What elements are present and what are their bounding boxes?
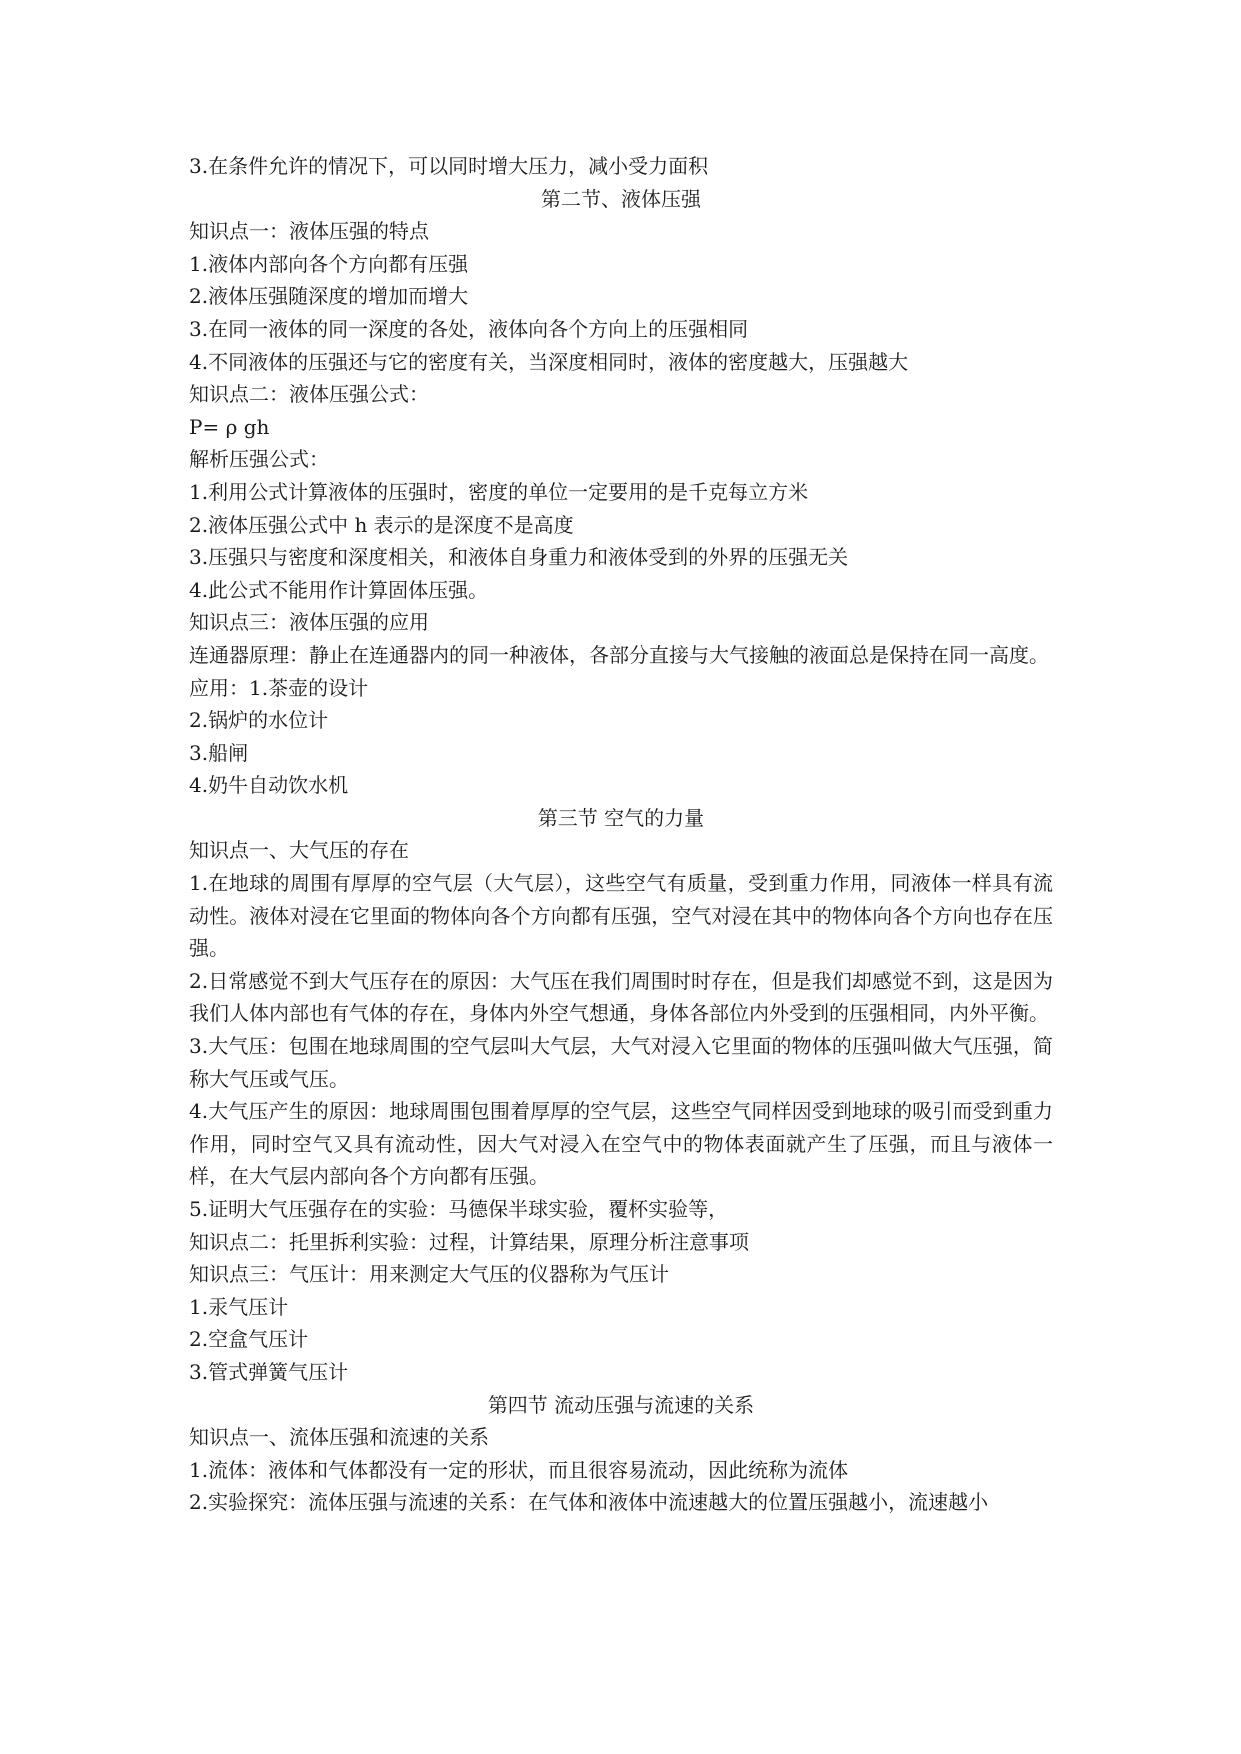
text-line: 3.在同一液体的同一深度的各处，液体向各个方向上的压强相同	[189, 316, 749, 341]
text-line: 5.证明大气压强存在的实验：马德保半球实验，覆杯实验等，	[189, 1197, 729, 1221]
knowledge-point-title: 知识点二：托里拆利实验：过程，计算结果，原理分析注意事项	[189, 1229, 749, 1254]
knowledge-point-title: 知识点二：液体压强公式：	[189, 382, 429, 407]
text-line: 2.液体压强公式中 h 表示的是深度不是高度	[189, 512, 574, 537]
knowledge-point-title: 知识点一、大气压的存在	[189, 838, 409, 863]
knowledge-point-title: 知识点三：气压计：用来测定大气压的仪器称为气压计	[189, 1262, 669, 1287]
text-line: 1.利用公式计算液体的压强时，密度的单位一定要用的是千克每立方米	[189, 479, 809, 504]
paragraph: 连通器原理：静止在连通器内的同一种液体，各部分直接与大气接触的液面总是保持在同一高度。	[189, 642, 1049, 667]
document-page	[189, 150, 1053, 1519]
text-line: 4.不同液体的压强还与它的密度有关，当深度相同时，液体的密度越大，压强越大	[189, 349, 909, 374]
text-line: 2.实验探究：流体压强与流速的关系：在气体和液体中流速越大的位置压强越小，流速越小	[189, 1490, 989, 1515]
text-line: 4.此公式不能用作计算固体压强。	[189, 577, 489, 602]
text-line: 3.在条件允许的情况下，可以同时增大压力，减小受力面积	[189, 154, 709, 178]
section-heading: 第二节、液体压强	[541, 186, 701, 211]
text-line: 3.船闸	[189, 740, 249, 765]
text-line: 2.空盒气压计	[189, 1327, 309, 1352]
text-line: 解析压强公式：	[189, 447, 329, 472]
text-line: 1.汞气压计	[189, 1294, 289, 1319]
text-line: 4.奶牛自动饮水机	[189, 773, 349, 798]
text-line: 1.流体：液体和气体都没有一定的形状，而且很容易流动，因此统称为流体	[189, 1457, 849, 1482]
formula-line: P= ρ gh	[189, 414, 270, 439]
knowledge-point-title: 知识点一：液体压强的特点	[189, 219, 429, 244]
section-heading: 第三节 空气的力量	[537, 805, 705, 830]
text-line: 应用：1.茶壶的设计	[189, 675, 369, 700]
paragraph: 4.大气压产生的原因：地球周围包围着厚厚的空气层，这些空气同样因受到地球的吸引而受到重力作用，同时空气又具有流动性，因大气对浸入在空气中的物体表面就产生了压强，而且与液体一样，在大气层内部向各个方向都有压强。	[189, 1099, 1053, 1189]
paragraph: 3.大气压：包围在地球周围的空气层叫大气层，大气对浸入它里面的物体的压强叫做大气压强，简称大气压或气压。	[189, 1034, 1053, 1091]
text-line: 3.管式弹簧气压计	[189, 1359, 349, 1384]
text-line: 2.液体压强随深度的增加而增大	[189, 284, 469, 309]
knowledge-point-title: 知识点一、流体压强和流速的关系	[189, 1425, 489, 1450]
text-line: 3.压强只与密度和深度相关，和液体自身重力和液体受到的外界的压强无关	[189, 545, 849, 570]
text-line: 1.液体内部向各个方向都有压强	[189, 251, 469, 276]
text-line: 2.锅炉的水位计	[189, 708, 329, 733]
paragraph: 1.在地球的周围有厚厚的空气层（大气层），这些空气有质量，受到重力作用，同液体一样具有流动性。液体对浸在它里面的物体向各个方向都有压强，空气对浸在其中的物体向各个方向也存在压强。	[189, 871, 1053, 961]
paragraph: 2.日常感觉不到大气压存在的原因：大气压在我们周围时时存在，但是我们却感觉不到，这是因为我们人体内部也有气体的存在，身体内外空气想通，身体各部位内外受到的压强相同，内外平衡。	[189, 968, 1053, 1026]
knowledge-point-title: 知识点三：液体压强的应用	[189, 610, 429, 635]
section-heading: 第四节 流动压强与流速的关系	[487, 1392, 755, 1417]
